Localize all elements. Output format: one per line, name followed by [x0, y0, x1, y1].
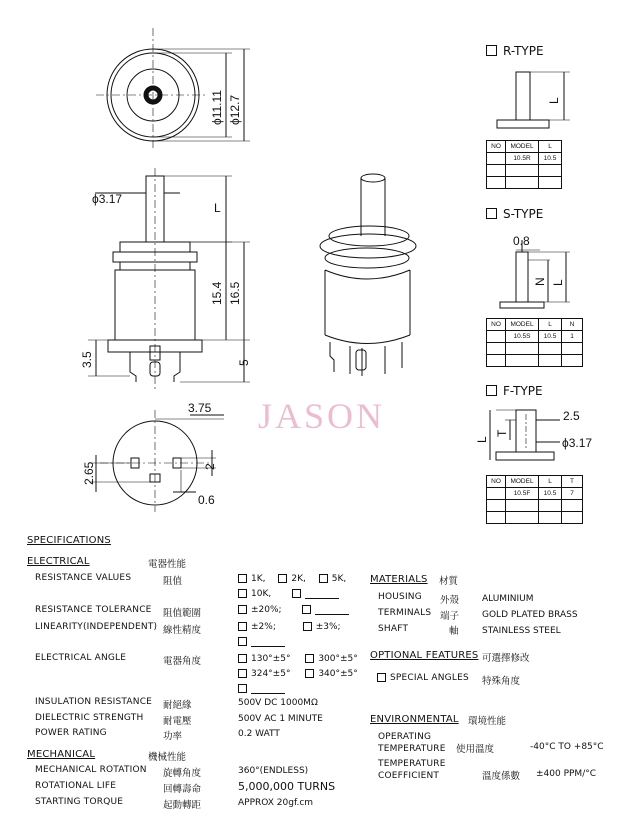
table-cell: 10.5 — [539, 153, 562, 165]
option-1k: 1K, — [251, 574, 266, 584]
dim-phi-12-7: ϕ12.7 — [228, 94, 242, 125]
s-type-0-8: 0.8 — [513, 234, 530, 248]
dielectric-label: DIELECTRIC STRENGTH — [35, 713, 144, 723]
checkbox-5k[interactable] — [319, 574, 328, 583]
checkbox-custom-linearity[interactable] — [238, 637, 247, 646]
checkbox-10k[interactable] — [238, 589, 247, 598]
tolerance-label: RESISTANCE TOLERANCE — [35, 605, 152, 615]
checkbox-300[interactable] — [305, 654, 314, 663]
linearity-options-2 — [238, 637, 285, 647]
option-2pct: ±2%; — [251, 622, 276, 632]
dim-2-65: 2.65 — [82, 461, 96, 485]
terminals-cn: 端子 — [440, 611, 460, 622]
linearity-label: LINEARITY(INDEPENDENT) — [35, 622, 158, 632]
table-row — [487, 331, 583, 343]
checkbox-2k[interactable] — [278, 574, 287, 583]
f-type-title — [486, 384, 543, 398]
s-type-checkbox[interactable] — [486, 208, 497, 219]
watermark: JASON — [258, 396, 386, 436]
table-header: L — [539, 476, 562, 488]
coeff-label-2: COEFFICIENT — [378, 771, 440, 781]
s-type-drawing — [500, 240, 570, 308]
special-angles-cn: 特殊角度 — [482, 676, 521, 687]
checkbox-340[interactable] — [305, 669, 314, 678]
option-20: ±20%; — [251, 605, 282, 615]
special-angles-checkbox[interactable] — [377, 673, 386, 682]
op-temp-cn: 使用溫度 — [456, 744, 495, 755]
table-cell: 10.5 — [539, 331, 562, 343]
table-header: NO — [487, 476, 506, 488]
dim-phi-11-11: ϕ11.11 — [210, 90, 224, 125]
angle-cn: 電器角度 — [163, 656, 202, 667]
table-cell: 10.5S — [506, 331, 539, 343]
r-type-title — [486, 44, 544, 58]
checkbox-custom-tolerance[interactable] — [302, 605, 311, 614]
f-type-table — [486, 475, 583, 524]
dim-shaft-dia: ϕ3.17 — [92, 192, 123, 206]
electrical-heading-cn: 電器性能 — [148, 559, 187, 570]
table-cell — [487, 153, 506, 165]
table-row — [487, 153, 562, 165]
mechanical-heading-cn: 機械性能 — [148, 752, 187, 763]
insulation-label: INSULATION RESISTANCE — [35, 697, 153, 707]
materials-heading: MATERIALS — [370, 574, 428, 585]
torque-value: APPROX 20gf.cm — [238, 798, 314, 808]
f-type-L: L — [475, 436, 489, 443]
table-header: L — [539, 319, 562, 331]
option-10k: 10K, — [251, 589, 272, 599]
table-header: MODEL — [506, 476, 539, 488]
table-cell: 10.5F — [506, 488, 539, 500]
materials-heading-cn: 材質 — [439, 576, 459, 587]
table-row — [487, 488, 583, 500]
dim-2: 2 — [203, 463, 217, 470]
housing-cn: 外殼 — [440, 595, 460, 606]
power-label: POWER RATING — [35, 728, 107, 738]
checkbox-2pct[interactable] — [238, 622, 247, 631]
insulation-value: 500V DC 1000MΩ — [238, 698, 318, 708]
table-cell — [487, 331, 506, 343]
resistance-values-label: RESISTANCE VALUES — [35, 573, 132, 583]
blank-line — [305, 590, 339, 599]
housing-value: ALUMINIUM — [482, 594, 534, 604]
s-type-N: N — [533, 277, 547, 286]
dim-L-side: L — [214, 201, 221, 215]
dim-3-5: 3.5 — [80, 351, 94, 368]
mech-rotation-label: MECHANICAL ROTATION — [35, 765, 147, 775]
linearity-cn: 線性精度 — [163, 625, 202, 636]
torque-cn: 起動轉距 — [163, 800, 202, 811]
dielectric-cn: 耐電壓 — [163, 716, 192, 727]
torque-label: STARTING TORQUE — [35, 797, 124, 807]
table-header: NO — [487, 319, 506, 331]
top-view — [96, 28, 250, 150]
table-header: T — [562, 476, 583, 488]
table-header: N — [562, 319, 583, 331]
checkbox-130[interactable] — [238, 654, 247, 663]
checkbox-custom-angle[interactable] — [238, 684, 247, 693]
angle-options-3 — [238, 684, 285, 694]
checkbox-3pct[interactable] — [303, 622, 312, 631]
table-row — [487, 355, 583, 367]
option-5k: 5K, — [331, 574, 347, 584]
option-324: 324°±5° — [251, 669, 291, 679]
special-angles-label: SPECIAL ANGLES — [390, 673, 469, 683]
environmental-heading: ENVIRONMENTAL — [370, 714, 459, 725]
dim-5: 5 — [237, 359, 251, 366]
blank-line — [251, 638, 285, 647]
table-cell: 7 — [562, 488, 583, 500]
table-row — [487, 165, 562, 177]
table-cell — [487, 488, 506, 500]
special-angles — [377, 673, 469, 683]
table-cell: 10.5 — [539, 488, 562, 500]
electrical-heading: ELECTRICAL — [27, 556, 90, 567]
specs-title: SPECIFICATIONS — [27, 535, 111, 546]
f-type-2-5: 2.5 — [563, 409, 580, 423]
shaft-label: SHAFT — [378, 624, 409, 634]
power-cn: 功率 — [163, 731, 183, 742]
checkbox-1k[interactable] — [238, 574, 247, 583]
table-row — [487, 177, 562, 189]
option-130: 130°±5° — [251, 654, 291, 664]
option-300: 300°±5° — [318, 654, 358, 664]
r-type-checkbox[interactable] — [486, 45, 497, 56]
checkbox-20[interactable] — [238, 605, 247, 614]
table-header: MODEL — [506, 319, 539, 331]
resistance-options-2 — [238, 589, 339, 599]
f-type-phi: ϕ3.17 — [562, 436, 593, 450]
resistance-options — [238, 574, 346, 584]
s-type-title-text: S-TYPE — [503, 207, 544, 221]
rot-life-label: ROTATIONAL LIFE — [35, 781, 117, 791]
f-type-title-text: F-TYPE — [503, 384, 543, 398]
mech-rotation-value: 360°(ENDLESS) — [238, 766, 309, 776]
tolerance-options — [238, 605, 349, 615]
terminals-value: GOLD PLATED BRASS — [482, 610, 578, 620]
angle-options-2 — [238, 669, 358, 679]
optional-heading: OPTIONAL FEATURES — [370, 650, 479, 661]
table-cell: 10.5R — [506, 153, 539, 165]
mech-rotation-cn: 旋轉角度 — [163, 768, 202, 779]
mechanical-heading: MECHANICAL — [27, 749, 96, 760]
f-type-checkbox[interactable] — [486, 385, 497, 396]
blank-line — [251, 685, 285, 694]
r-type-table — [486, 140, 562, 189]
angle-options — [238, 654, 358, 664]
table-cell: 1 — [562, 331, 583, 343]
rot-life-value: 5,000,000 TURNS — [238, 780, 336, 793]
s-type-table — [486, 318, 583, 367]
table-row — [487, 512, 583, 524]
op-temp-label-1: OPERATING — [378, 732, 432, 742]
checkbox-custom-resistance[interactable] — [292, 589, 301, 598]
resistance-values-cn: 阻值 — [163, 576, 183, 587]
dim-0-6: 0.6 — [198, 493, 215, 507]
s-type-L: L — [551, 279, 565, 286]
environmental-heading-cn: 環境性能 — [468, 716, 507, 727]
dim-3-75: 3.75 — [188, 401, 212, 415]
op-temp-label-2: TEMPERATURE — [378, 744, 446, 754]
table-header: NO — [487, 141, 506, 153]
table-row — [487, 500, 583, 512]
option-340: 340°±5° — [318, 669, 358, 679]
table-row — [487, 319, 583, 331]
power-value: 0.2 WATT — [238, 729, 280, 739]
linearity-options — [238, 622, 341, 632]
checkbox-324[interactable] — [238, 669, 247, 678]
shaft-value: STAINLESS STEEL — [482, 626, 561, 636]
terminals-label: TERMINALS — [378, 608, 432, 618]
tolerance-cn: 阻值範圍 — [163, 608, 202, 619]
table-row — [487, 141, 562, 153]
table-row — [487, 343, 583, 355]
op-temp-value: -40°C TO +85°C — [530, 742, 604, 752]
rot-life-cn: 回轉壽命 — [163, 784, 202, 795]
dielectric-value: 500V AC 1 MINUTE — [238, 714, 323, 724]
angle-label: ELECTRICAL ANGLE — [35, 653, 127, 663]
perspective-view — [320, 174, 416, 376]
optional-heading-cn: 可選擇修改 — [482, 653, 530, 664]
dim-15-4: 15.4 — [210, 281, 224, 305]
blank-line — [315, 606, 349, 615]
coeff-label-1: TEMPERATURE — [378, 759, 446, 769]
dim-16-5: 16.5 — [228, 281, 242, 305]
coeff-cn: 溫度係數 — [482, 771, 521, 782]
insulation-cn: 耐絕緣 — [163, 700, 192, 711]
option-2k: 2K, — [291, 574, 306, 584]
coeff-value: ±400 PPM/°C — [536, 769, 597, 779]
shaft-cn: 軸 — [449, 626, 459, 637]
table-row — [487, 476, 583, 488]
housing-label: HOUSING — [378, 592, 422, 602]
r-type-L: L — [547, 97, 561, 104]
r-type-title-text: R-TYPE — [503, 44, 544, 58]
s-type-title — [486, 207, 543, 221]
f-type-T: T — [495, 429, 509, 437]
table-header: L — [539, 141, 562, 153]
option-3pct: ±3%; — [315, 622, 341, 632]
table-header: MODEL — [506, 141, 539, 153]
